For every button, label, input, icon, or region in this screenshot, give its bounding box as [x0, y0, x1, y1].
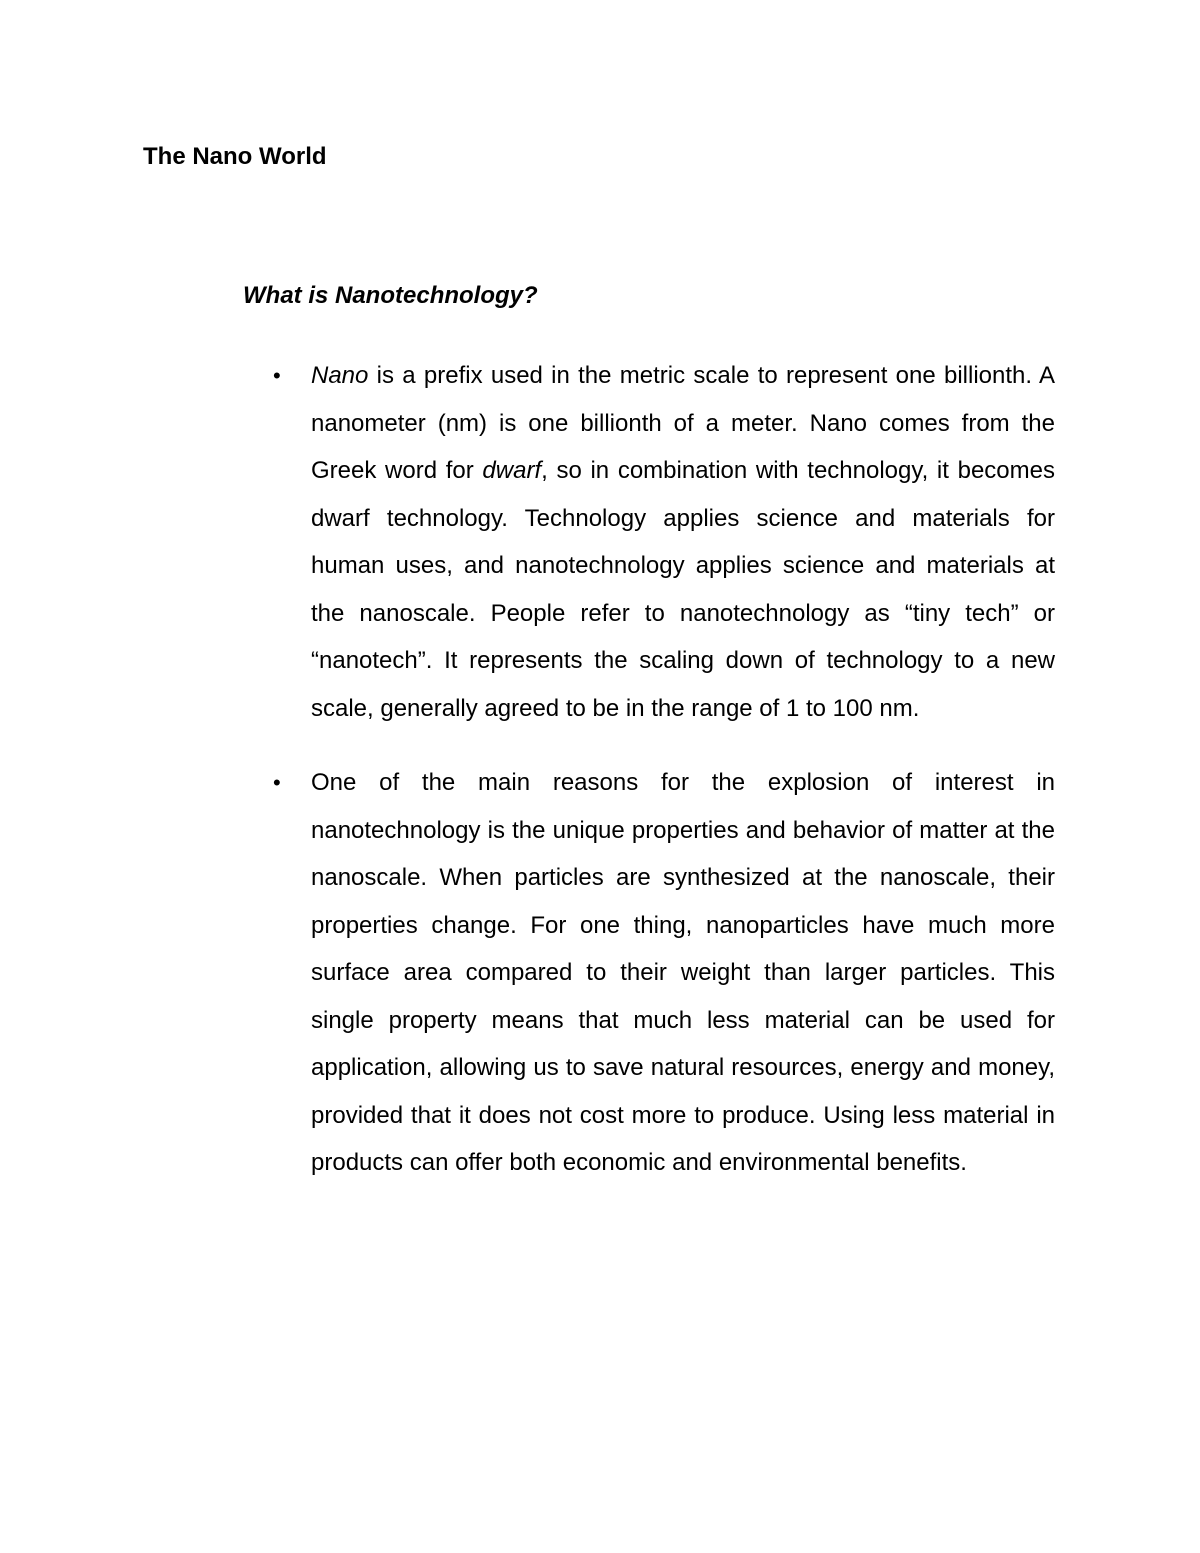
bullet-item-nano-definition: [273, 352, 1055, 732]
paragraph-text: , so in combination with technology, it becomes dwarf technology. Technology applies science and materials for human uses, and nanotechnology applies science and materials at the nanoscale. People refer to nanotechnology as “tiny tech” or “nanotech”. It represents the scaling down of technology to a new scale, generally agreed to be in the range of 1 to 100 nm.: [311, 457, 1055, 722]
section-heading: What is Nanotechnology?: [243, 282, 538, 309]
bullet-item-interest-reasons: [273, 759, 1055, 1187]
italic-term-nano: Nano: [311, 362, 369, 389]
document-title: The Nano World: [143, 143, 327, 170]
paragraph-text: One of the main reasons for the explosion of interest in nanotechnology is the unique properties and behavior of matter at the nanoscale. When particles are synthesized at the nanoscale, their properties change. For one thing, nanoparticles have much more surface area compared to their weight than larger particles. This single property means that much less material can be used for application, allowing us to save natural resources, energy and money, provided that it does not cost more to produce. Using less material in products can offer both economic and environmental benefits.: [311, 769, 1055, 1176]
paragraph-text: is a prefix used in the metric scale to represent one billionth. A nanometer (nm) is one billionth of a meter. Nano comes from the Greek word for: [311, 362, 1055, 484]
bullet-icon: •: [273, 770, 281, 795]
bullet-icon: •: [273, 363, 281, 388]
bullet-list: [273, 352, 1055, 1214]
italic-term-dwarf: dwarf: [482, 457, 542, 484]
